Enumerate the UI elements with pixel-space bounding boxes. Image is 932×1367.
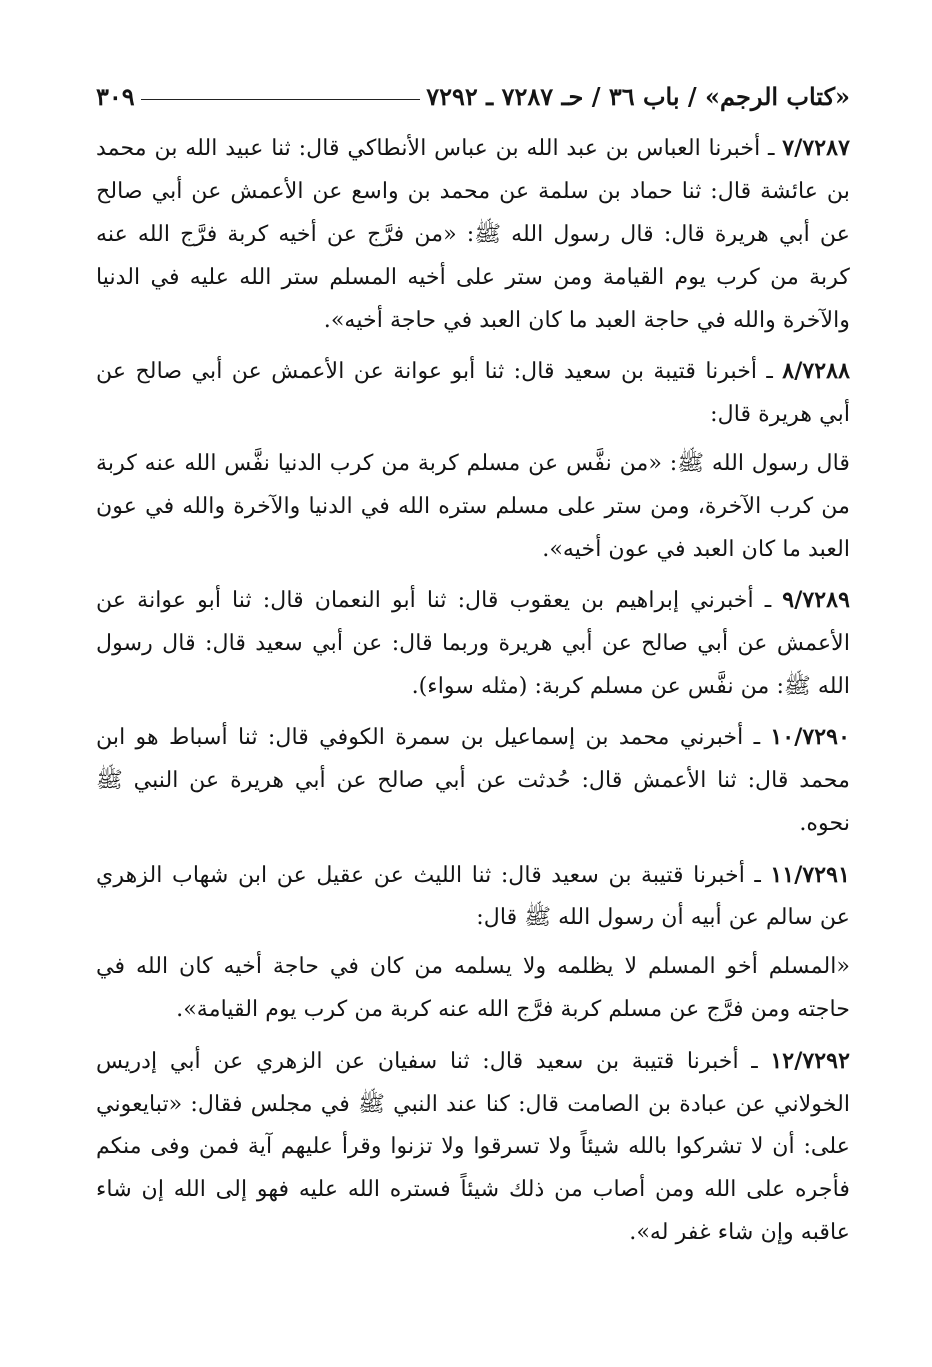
hadith-text: ـ أخبرني محمد بن إسماعيل بن سمرة الكوفي قال: ثنا أسباط هو ابن محمد قال: ثنا الأعمش قال: حُدثت عن أبي صالح عن أبي هريرة عن النبي ﷺ نحوه.: [96, 724, 850, 837]
hadith-entry-7290: [96, 716, 850, 845]
hadith-entry-7288: [96, 350, 850, 571]
entry-paragraph: [96, 350, 850, 436]
hadith-entry-7291: [96, 854, 850, 1032]
hadith-number: ٧/٧٢٨٧: [782, 135, 850, 161]
entry-paragraph: [96, 854, 850, 940]
hadith-number: ١٢/٧٢٩٢: [770, 1047, 850, 1074]
hadith-text: ـ أخبرنا العباس بن عبد الله بن عباس الأنطاكي قال: ثنا عبيد الله بن محمد بن عائشة قال: ثنا حماد بن سلمة عن محمد بن واسع عن الأعمش عن أبي صالح عن أبي هريرة قال: قال رسول الله ﷺ: «من فرَّج عن أخيه كربة فرَّج الله عنه كربة من كرب يوم القيامة ومن ستر على أخيه المسلم ستر الله عليه في الدنيا والآخرة والله في حاجة العبد ما كان العبد في حاجة أخيه».: [96, 135, 850, 333]
page-header: [96, 76, 850, 116]
entry-paragraph: [96, 579, 850, 708]
hadith-entry-7287: [96, 127, 850, 342]
hadith-entry-7292: [96, 1040, 850, 1255]
hadith-number: ١١/٧٢٩١: [770, 861, 850, 888]
hadith-number: ٩/٧٢٨٩: [782, 587, 850, 614]
entry-paragraph: [96, 127, 850, 342]
page-number: ٣٠٩: [96, 81, 135, 111]
hadith-text: ـ أخبرني إبراهيم بن يعقوب قال: ثنا أبو النعمان قال: ثنا أبو عوانة عن الأعمش عن أبي صالح عن أبي هريرة وربما قال: عن أبي سعيد قال: قال رسول الله ﷺ: من نفَّس عن مسلم كربة: (مثله سواء).: [96, 587, 850, 699]
hadith-matn: قال رسول الله ﷺ: «من نفَّس عن مسلم كربة من كرب الدنيا نفَّس الله عنه كربة من كرب الآخرة، ومن ستر على مسلم ستره الله في الدنيا والآخرة والله في عون العبد ما كان العبد في عون أخيه».: [96, 449, 851, 562]
hadith-text: ـ أخبرنا قتيبة بن سعيد قال: ثنا أبو عوانة عن الأعمش عن أبي صالح عن أبي هريرة قال:: [96, 358, 850, 427]
hadith-entry-7289: [96, 579, 850, 708]
entry-paragraph: [96, 1040, 850, 1255]
hadith-text: ـ أخبرنا قتيبة بن سعيد قال: ثنا الليث عن عقيل عن ابن شهاب الزهري عن سالم عن أبيه أن رسول الله ﷺ قال:: [96, 861, 850, 931]
hadith-number: ١٠/٧٢٩٠: [770, 724, 850, 751]
entry-paragraph: [96, 716, 850, 845]
hadith-matn: «المسلم أخو المسلم لا يظلمه ولا يسلمه من كان في حاجة أخيه كان الله في حاجته ومن فرَّج عن مسلم كربة فرَّج الله عنه كربة من كرب يوم القيامة».: [96, 953, 850, 1023]
page-body: [96, 127, 850, 1263]
hadith-text: ـ أخبرنا قتيبة بن سعيد قال: ثنا سفيان عن الزهري عن أبي إدريس الخولاني عن عبادة بن الصامت قال: كنا عند النبي ﷺ في مجلس فقال: «تبايعوني على: أن لا تشركوا بالله شيئاً ولا تسرقوا ولا تزنوا وقرأ عليهم آية فمن وفى منكم فأجره على الله ومن أصاب من ذلك شيئاً فستره الله عليه فهو إلى الله إن شاء عاقبه وإن شاء غفر له».: [96, 1047, 850, 1246]
hadith-number: ٨/٧٢٨٨: [782, 358, 850, 385]
header-rule: [141, 99, 421, 100]
running-title: «كتاب الرجم» / باب ٣٦ / حـ ٧٢٨٧ ـ ٧٢٩٢: [426, 81, 850, 111]
